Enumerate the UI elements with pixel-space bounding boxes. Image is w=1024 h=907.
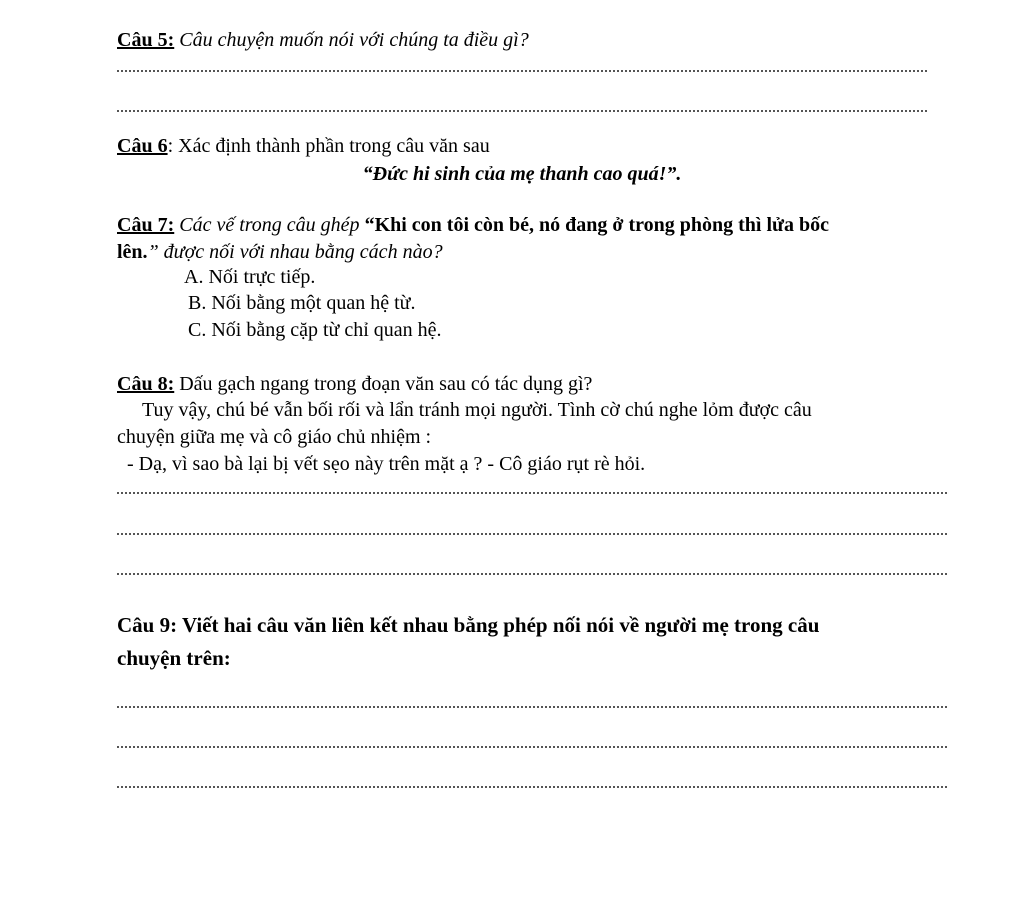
answer-line[interactable]	[117, 706, 947, 708]
passage-line: chuyện giữa mẹ và cô giáo chủ nhiệm :	[117, 426, 432, 448]
answer-line[interactable]	[117, 110, 927, 112]
question-9-line-1: Câu 9: Viết hai câu văn liên kết nhau bằng phép nối nói về người mẹ trong câu	[117, 613, 820, 637]
option-b[interactable]: B. Nối bằng một quan hệ từ.	[188, 292, 416, 314]
question-6	[117, 134, 490, 158]
question-8-text: Dấu gạch ngang trong đoạn văn sau có tác dụng gì?	[179, 373, 593, 395]
option-a[interactable]: A. Nối trực tiếp.	[184, 266, 316, 288]
answer-line[interactable]	[117, 533, 947, 535]
question-8	[117, 372, 592, 396]
question-7-sentence-a: “Khi con tôi còn bé, nó đang ở trong phòng thì lửa bốc	[364, 214, 830, 236]
question-6-sentence: “Đức hi sinh của mẹ thanh cao quá!”.	[362, 163, 682, 185]
question-7-sentence-b: lên.	[117, 241, 148, 263]
answer-line[interactable]	[117, 573, 947, 575]
question-9-line-2: chuyện trên:	[117, 646, 231, 670]
option-c[interactable]: C. Nối bằng cặp từ chỉ quan hệ.	[188, 319, 442, 341]
answer-line[interactable]	[117, 492, 947, 494]
question-5-text: Câu chuyện muốn nói với chúng ta điều gì?	[179, 29, 529, 51]
question-5	[117, 28, 529, 52]
passage-line: Tuy vậy, chú bé vẫn bối rối và lẩn tránh mọi người. Tình cờ chú nghe lỏm được câu	[142, 399, 812, 421]
answer-line[interactable]	[117, 746, 947, 748]
answer-line[interactable]	[117, 70, 927, 72]
question-6-text: Xác định thành phần trong câu văn sau	[178, 135, 490, 157]
question-7-line-1	[117, 213, 829, 237]
question-5-label: Câu 5:	[117, 29, 175, 51]
question-7-label: Câu 7:	[117, 214, 175, 236]
question-7-prefix: Các vế trong câu ghép	[179, 214, 365, 236]
question-7-line-2	[117, 240, 443, 264]
question-6-label: Câu 6	[117, 135, 168, 157]
question-8-label: Câu 8:	[117, 373, 175, 395]
question-6-colon: :	[167, 135, 174, 157]
answer-line[interactable]	[117, 786, 947, 788]
question-7-suffix: ” được nối với nhau bằng cách nào?	[147, 241, 443, 263]
passage-line: - Dạ, vì sao bà lại bị vết sẹo này trên mặt ạ ? - Cô giáo rụt rè hỏi.	[127, 453, 646, 475]
